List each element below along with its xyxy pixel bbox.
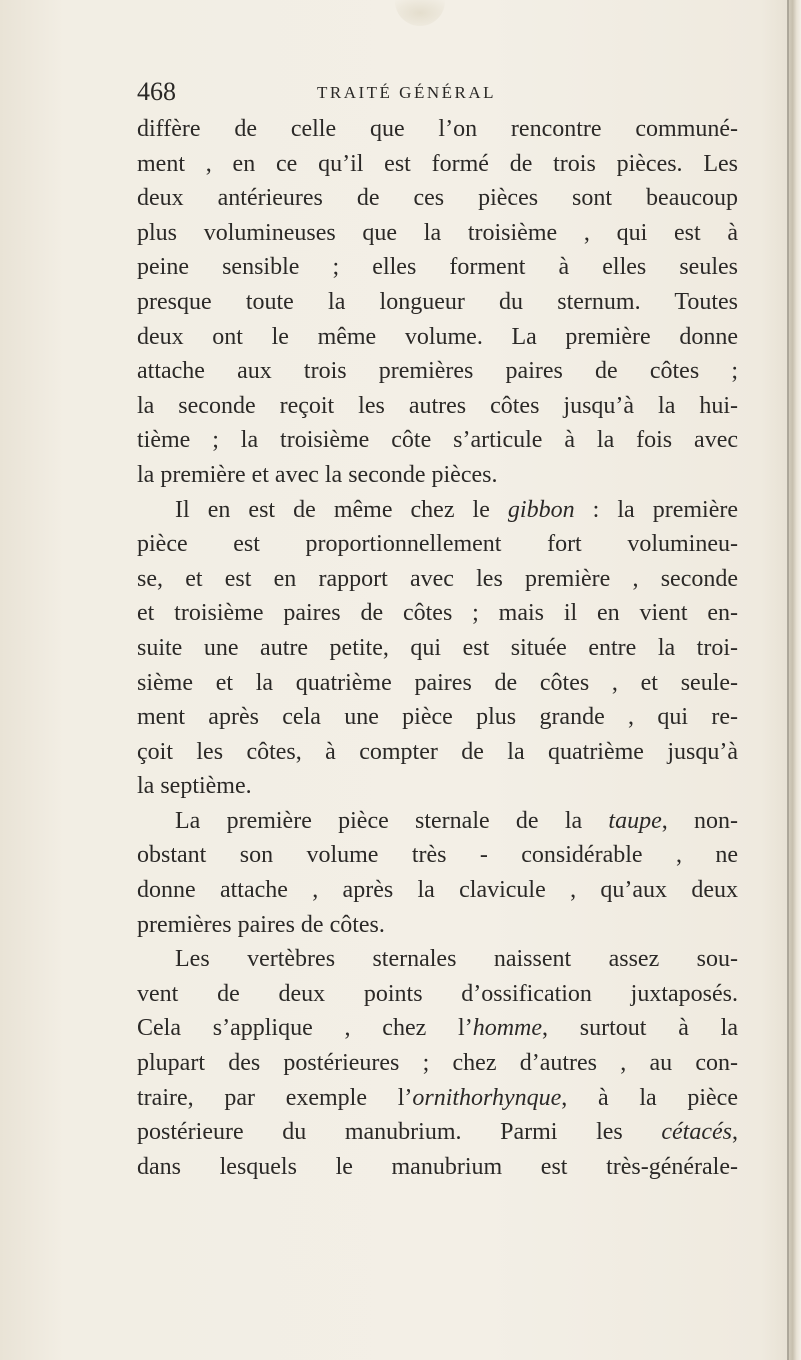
text-run: ment , en ce qu’il est formé de trois pièces. Les	[137, 150, 738, 177]
text-run: , surtout à la	[542, 1015, 738, 1042]
text-run: deux ont le même volume. La première donne	[137, 323, 738, 350]
italic-term: homme	[472, 1015, 543, 1042]
text-run: sième et la quatrième paires de côtes , et seule-	[137, 669, 738, 696]
text-line	[137, 1046, 738, 1081]
text-line	[137, 1081, 738, 1116]
text-line	[137, 1011, 738, 1046]
page-edge-shadow	[787, 0, 801, 1360]
text-run: pièce est proportionnellement fort volumineu-	[137, 531, 738, 558]
text-run: obstant son volume très - considérable , ne	[137, 842, 738, 869]
text-run: tième ; la troisième côte s’articule à la fois avec	[137, 427, 738, 454]
text-run: la seconde reçoit les autres côtes jusqu’à la hui-	[137, 392, 738, 419]
italic-term: ornithorhynque	[412, 1084, 562, 1111]
paper-stain	[395, 0, 445, 26]
text-line	[137, 250, 738, 285]
text-run: vent de deux points d’ossification juxtaposés.	[137, 980, 738, 1007]
text-run: et troisième paires de côtes ; mais il en vient en-	[137, 600, 738, 627]
text-run: Il en est de même chez le	[175, 496, 508, 523]
text-run: peine sensible ; elles forment à elles seules	[137, 254, 738, 281]
text-line	[137, 458, 738, 493]
italic-term: taupe	[608, 807, 662, 834]
text-line	[137, 320, 738, 355]
text-line	[137, 181, 738, 216]
text-line	[137, 354, 738, 389]
text-line	[137, 216, 738, 251]
text-line	[137, 1115, 738, 1150]
page-header	[137, 74, 737, 110]
text-line	[137, 1150, 738, 1185]
text-line	[137, 769, 738, 804]
text-run: Cela s’applique , chez l’	[137, 1015, 473, 1042]
text-line	[137, 804, 738, 839]
text-run: la septième.	[137, 773, 252, 800]
text-run: suite une autre petite, qui est située entre la troi-	[137, 634, 738, 661]
text-run: la première et avec la seconde pièces.	[137, 461, 498, 488]
text-line	[137, 977, 738, 1012]
text-line	[137, 631, 738, 666]
text-run: attache aux trois premières paires de côtes ;	[137, 358, 738, 385]
text-line	[137, 527, 738, 562]
text-line	[137, 423, 738, 458]
text-run: çoit les côtes, à compter de la quatrième jusqu’à	[137, 738, 738, 765]
text-line	[137, 666, 738, 701]
text-run: , à la pièce	[561, 1084, 738, 1111]
text-line	[137, 562, 738, 597]
text-line	[137, 389, 738, 424]
text-run: premières paires de côtes.	[137, 911, 385, 938]
text-run: deux antérieures de ces pièces sont beaucoup	[137, 185, 738, 212]
page-edge-line	[787, 0, 789, 1360]
text-line	[137, 112, 738, 147]
text-run: dans lesquels le manubrium est très-générale-	[137, 1153, 738, 1180]
running-head: TRAITÉ GÉNÉRAL	[317, 83, 497, 102]
text-run: diffère de celle que l’on rencontre communé-	[137, 116, 738, 142]
text-run: plus volumineuses que la troisième , qui est à	[137, 219, 738, 246]
text-run: traire, par exemple l’	[137, 1084, 413, 1111]
italic-term: gibbon	[507, 496, 575, 523]
text-run: se, et est en rapport avec les première , seconde	[137, 565, 738, 592]
italic-term: cétacés	[661, 1119, 732, 1146]
text-run: La première pièce sternale de la	[175, 807, 609, 834]
text-line	[137, 838, 738, 873]
text-line	[137, 908, 738, 943]
text-line	[137, 700, 738, 735]
text-run: postérieure du manubrium. Parmi les	[137, 1119, 662, 1146]
text-run: presque toute la longueur du sternum. Toutes	[137, 288, 738, 315]
text-run: donne attache , après la clavicule , qu’aux deux	[137, 877, 738, 904]
body-text	[137, 112, 738, 1184]
text-line	[137, 735, 738, 770]
text-run: ment après cela une pièce plus grande , qui re-	[137, 704, 738, 731]
text-line	[137, 285, 738, 320]
text-line	[137, 493, 738, 528]
page-number: 468	[137, 77, 176, 106]
text-run: ,	[732, 1119, 738, 1146]
text-run: plupart des postérieures ; chez d’autres , au con-	[137, 1050, 738, 1077]
text-line	[137, 942, 738, 977]
text-line	[137, 147, 738, 182]
text-run: Les vertèbres sternales naissent assez sou-	[175, 946, 738, 973]
text-line	[137, 873, 738, 908]
text-run: , non-	[661, 807, 738, 834]
text-run: : la première	[574, 496, 738, 523]
text-line	[137, 596, 738, 631]
